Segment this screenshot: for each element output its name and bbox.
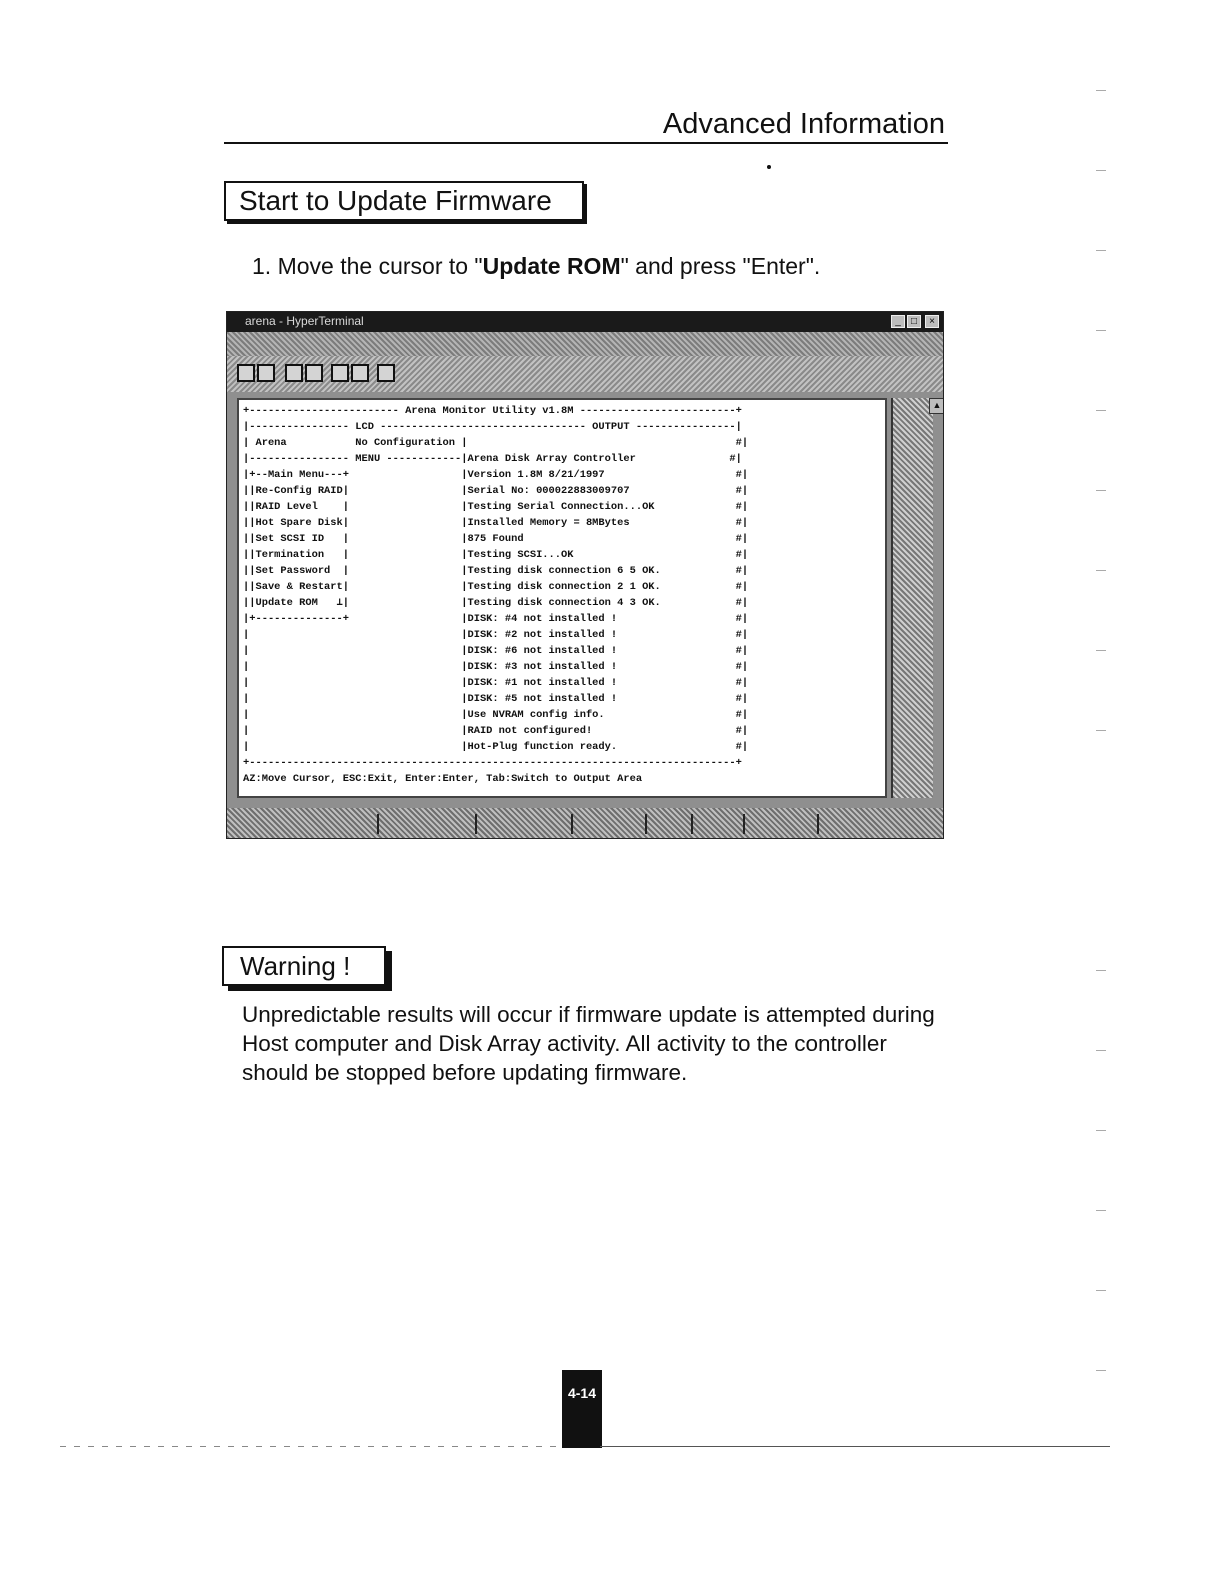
warning-text: Unpredictable results will occur if firmware update is attempted during Host computer and Disk Array activity. All activity to the controller should be stopped before updating firmware. — [242, 1002, 935, 1085]
step-suffix: " and press "Enter". — [620, 253, 821, 279]
connect-icon[interactable] — [285, 364, 303, 382]
edge-marks — [1096, 90, 1116, 1390]
terminal-text: +------------------------ Arena Monitor Utility v1.8M -------------------------+ |---------------- LCD --------------------------------- OUTPUT ----------------| | Arena No Configuration | #| |---------------- MENU ------------|Arena Disk Array Controller #| |+--Main Menu---+ |Version 1.8M 8/21/1997 #| ||Re-Config RAID| |Serial No: 000022883009707 #| ||RAID Level | |Testing Serial Connection...OK #| ||Hot Spare Disk| |Installed Memory = 8MBytes #| ||Set SCSI ID | |875 Found #| ||Termination | |Testing SCSI...OK #| ||Set Password | |Testing disk connection 6 5 OK. #| ||Save & Restart| |Testing disk connection 2 1 OK. #| ||Update ROM ⊥| |Testing disk connection 4 3 OK. #| |+--------------+ |DISK: #4 not installed ! #| | |DISK: #2 not installed ! #| | |DISK: #6 not installed ! #| | |DISK: #3 not installed ! #| | |DISK: #1 not installed ! #| | |DISK: #5 not installed ! #| | |Use NVRAM config info. #| | |RAID not configured! #| | |Hot-Plug function ready. #| +------------------------------------------------------------------------------+ AZ:Move Cursor, ESC:Exit, Enter:Enter, Tab:Switch to Output Area — [243, 405, 749, 785]
window-titlebar[interactable] — [227, 312, 943, 332]
minimize-icon[interactable]: _ — [891, 315, 905, 328]
send-icon[interactable] — [331, 364, 349, 382]
disconnect-icon[interactable] — [305, 364, 323, 382]
page-number: 4-14 — [562, 1370, 602, 1448]
vertical-scrollbar[interactable] — [891, 398, 942, 798]
step-1 — [252, 253, 820, 280]
window-title: arena - HyperTerminal — [245, 314, 364, 328]
header-rule — [224, 142, 948, 144]
step-prefix: Move the cursor to " — [277, 253, 483, 279]
receive-icon[interactable] — [351, 364, 369, 382]
terminal-screen[interactable] — [237, 398, 887, 798]
toolbar — [227, 356, 943, 392]
step-number: 1. — [252, 253, 272, 279]
footer-dotted-rule — [60, 1446, 562, 1447]
status-bar — [227, 808, 943, 838]
step-target: Update ROM — [482, 253, 621, 279]
stray-dot — [767, 165, 771, 169]
new-icon[interactable] — [237, 364, 255, 382]
maximize-icon[interactable]: □ — [907, 315, 921, 328]
hyperterminal-window — [226, 311, 944, 839]
close-icon[interactable]: × — [925, 315, 939, 328]
open-icon[interactable] — [257, 364, 275, 382]
menu-bar — [227, 332, 943, 356]
footer-rule — [600, 1446, 1110, 1447]
warning-label: Warning ! — [222, 946, 386, 986]
properties-icon[interactable] — [377, 364, 395, 382]
section-title: Start to Update Firmware — [224, 181, 584, 221]
header-title: Advanced Information — [662, 108, 945, 140]
scroll-up-icon[interactable]: ▲ — [929, 398, 944, 414]
